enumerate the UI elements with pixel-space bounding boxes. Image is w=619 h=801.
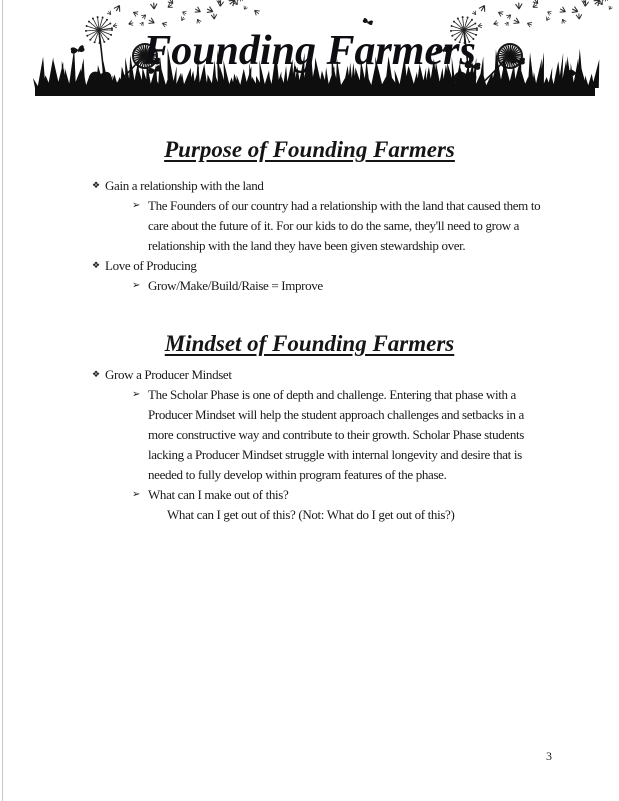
page-title: Founding Farmers (143, 28, 476, 74)
list-item (92, 176, 619, 196)
diamond-bullet-icon: ❖ (92, 370, 101, 380)
list-item-text: Grow/Make/Build/Raise = Improve (148, 278, 323, 293)
list-item-text: What can I make out of this? (148, 487, 289, 502)
document-body (0, 97, 619, 525)
list-item (92, 365, 619, 385)
list-item-text: Gain a relationship with the land (105, 178, 264, 193)
list-item-text: more constructive way and contribute to their growth. Scholar Phase students (148, 427, 524, 442)
list-item (167, 505, 619, 525)
purpose-list (0, 176, 619, 296)
list-item-text: relationship with the land they have been given stewardship over. (148, 238, 466, 253)
section-heading-purpose: Purpose of Founding Farmers (164, 137, 455, 162)
list-item (132, 385, 619, 485)
list-item (132, 276, 619, 296)
list-item-text: lacking a Producer Mindset struggle with internal longevity and desire that is (148, 447, 522, 462)
page-number: 3 (546, 749, 552, 763)
list-item-text: Grow a Producer Mindset (105, 367, 232, 382)
arrow-bullet-icon: ➢ (132, 200, 141, 211)
list-item (92, 256, 619, 276)
list-item-text: The Scholar Phase is one of depth and challenge. Entering that phase with a (148, 387, 516, 402)
diamond-bullet-icon: ❖ (92, 181, 101, 191)
mindset-list (0, 365, 619, 525)
list-item-text: needed to fully develop within program features of the phase. (148, 467, 447, 482)
list-item (132, 485, 619, 505)
list-item (132, 196, 619, 256)
list-item-text: Producer Mindset will help the student approach challenges and setbacks in a (148, 407, 524, 422)
butterfly-icon (362, 18, 373, 26)
section-heading-mindset: Mindset of Founding Farmers (164, 331, 455, 356)
arrow-bullet-icon: ➢ (132, 389, 141, 400)
list-item-text: The Founders of our country had a relationship with the land that caused them to (148, 198, 541, 213)
list-item-text: Love of Producing (105, 258, 197, 273)
arrow-bullet-icon: ➢ (132, 280, 141, 291)
list-item-text: care about the future of it. For our kids to do the same, they'll need to grow a (148, 218, 520, 233)
arrow-bullet-icon: ➢ (132, 489, 141, 500)
diamond-bullet-icon: ❖ (92, 261, 101, 271)
list-item-text: What can I get out of this? (Not: What do I get out of this?) (167, 507, 455, 522)
